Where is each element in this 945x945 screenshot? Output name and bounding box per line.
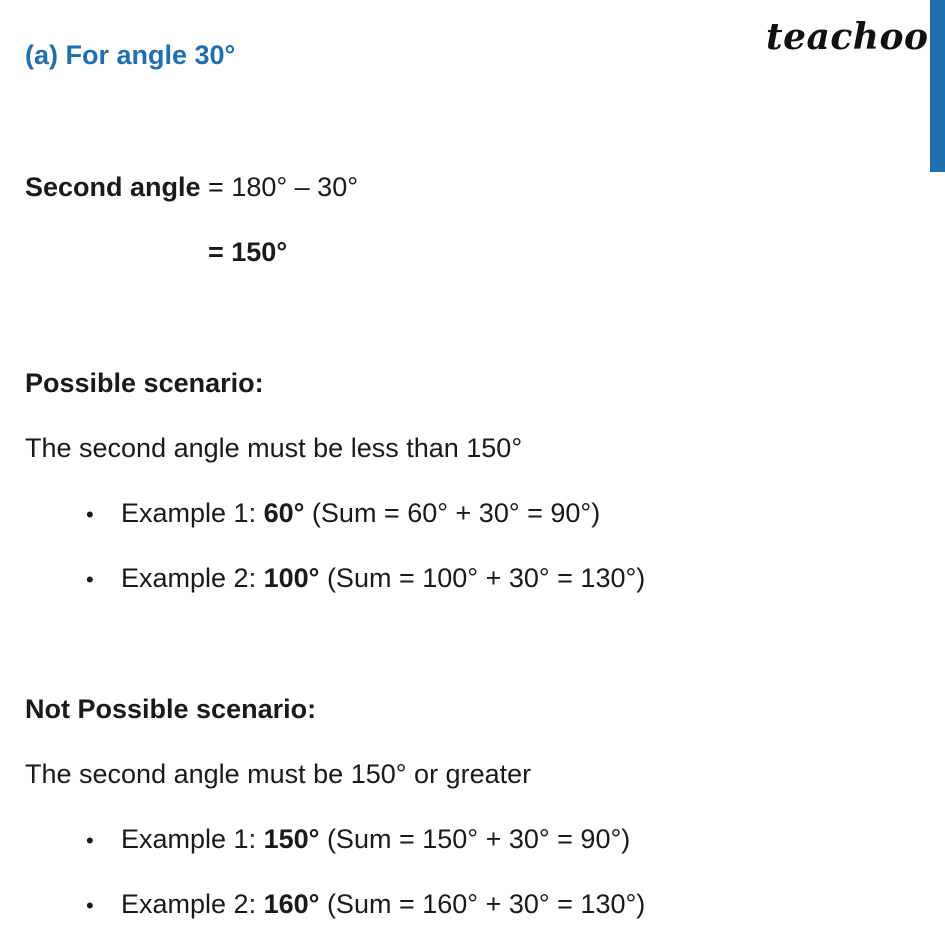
bullet-icon: • bbox=[86, 567, 94, 592]
not-possible-title: Not Possible scenario: bbox=[25, 694, 317, 724]
second-angle-line bbox=[25, 172, 358, 203]
second-angle-label: Second angle bbox=[25, 172, 201, 202]
example-rest: (Sum = 150° + 30° = 90°) bbox=[319, 824, 631, 854]
bullet-icon: • bbox=[86, 893, 94, 918]
possible-title: Possible scenario: bbox=[25, 368, 264, 398]
second-angle-expr: = 180° – 30° bbox=[200, 172, 359, 202]
example-prefix: Example 1: bbox=[121, 498, 264, 528]
example-value: 160° bbox=[263, 889, 320, 919]
example-prefix: Example 1: bbox=[121, 824, 264, 854]
second-angle-result: = 150° bbox=[208, 237, 288, 267]
side-accent-bar bbox=[930, 0, 945, 172]
not-possible-example-2 bbox=[121, 889, 645, 920]
not-possible-example-1 bbox=[121, 824, 630, 855]
example-value: 150° bbox=[263, 824, 320, 854]
possible-example-2 bbox=[121, 563, 645, 594]
bullet-icon: • bbox=[86, 502, 94, 527]
example-value: 100° bbox=[263, 563, 320, 593]
teachoo-logo: teachoo bbox=[766, 16, 929, 58]
example-rest: (Sum = 60° + 30° = 90°) bbox=[304, 498, 601, 528]
example-prefix: Example 2: bbox=[121, 563, 264, 593]
example-value: 60° bbox=[263, 498, 305, 528]
not-possible-desc: The second angle must be 150° or greater bbox=[25, 759, 532, 789]
bullet-icon: • bbox=[86, 828, 94, 853]
example-rest: (Sum = 100° + 30° = 130°) bbox=[319, 563, 646, 593]
section-heading: (a) For angle 30° bbox=[25, 40, 236, 70]
possible-desc: The second angle must be less than 150° bbox=[25, 433, 523, 463]
possible-example-1 bbox=[121, 498, 600, 529]
example-rest: (Sum = 160° + 30° = 130°) bbox=[319, 889, 646, 919]
example-prefix: Example 2: bbox=[121, 889, 264, 919]
